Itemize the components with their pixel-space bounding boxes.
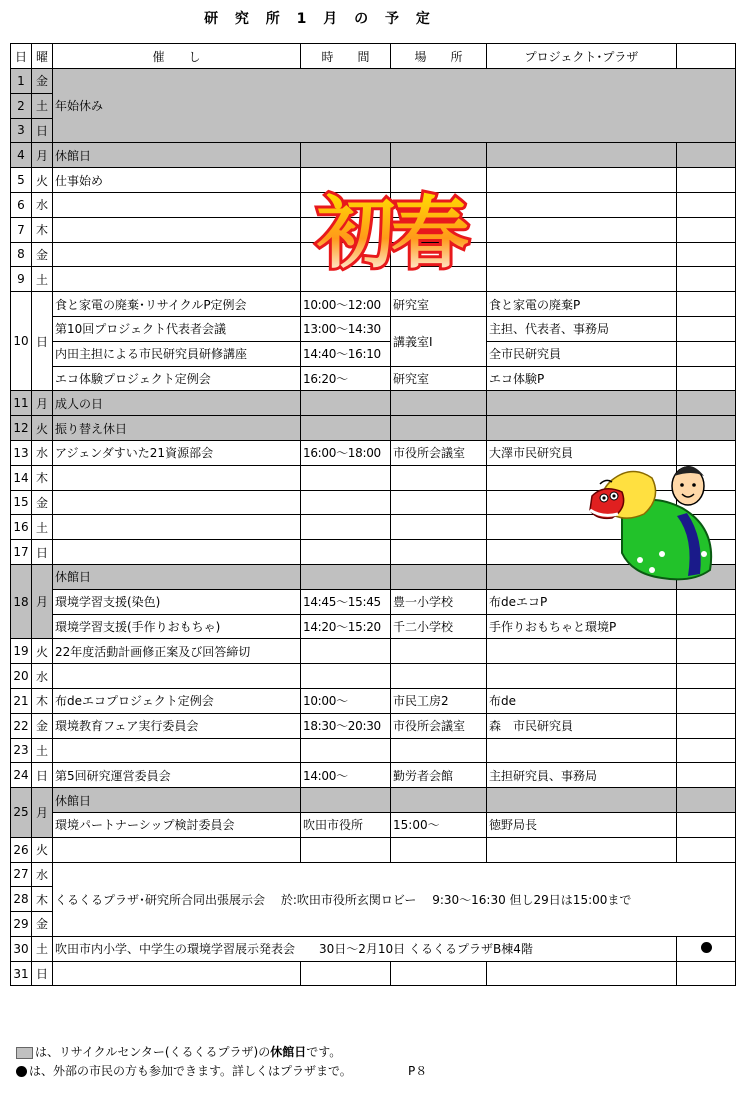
weekday: 金 [32, 69, 53, 94]
weekday: 木 [32, 688, 53, 713]
legend-bold: 休館日 [270, 1045, 307, 1059]
day-number: 5 [11, 168, 32, 193]
project: 徳野局長 [487, 812, 677, 837]
table-row [11, 862, 736, 887]
day-number: 17 [11, 540, 32, 565]
time: 14:40～16:10 [301, 341, 391, 366]
gray-swatch-icon [16, 1047, 33, 1059]
time: 16:00～18:00 [301, 440, 391, 465]
weekday: 日 [32, 540, 53, 565]
table-row [11, 366, 736, 391]
day-number: 9 [11, 267, 32, 292]
black-dot-icon [16, 1066, 27, 1077]
weekday: 月 [32, 564, 53, 638]
weekday: 水 [32, 664, 53, 689]
event-new-year-holiday: 年始休み [53, 69, 736, 143]
header-mark [677, 44, 736, 69]
weekday: 土 [32, 515, 53, 540]
table-row [11, 292, 736, 317]
project: 森 市民研究員 [487, 713, 677, 738]
header-weekday: 曜 [32, 44, 53, 69]
day-number: 19 [11, 639, 32, 664]
table-row [11, 639, 736, 664]
day-number: 4 [11, 143, 32, 168]
weekday: 火 [32, 416, 53, 441]
shoshun-text: 初春 [316, 189, 466, 279]
project: 布deエコP [487, 589, 677, 614]
event: 布deエコプロジェクト定例会 [53, 688, 301, 713]
weekday: 火 [32, 639, 53, 664]
project: 布de [487, 688, 677, 713]
legend-closed-days [16, 1043, 341, 1060]
day-number: 20 [11, 664, 32, 689]
header-time: 時 間 [301, 44, 391, 69]
table-row [11, 763, 736, 788]
day-number: 3 [11, 118, 32, 143]
time: 14:20～15:20 [301, 614, 391, 639]
table-row [11, 589, 736, 614]
day-number: 6 [11, 192, 32, 217]
weekday: 土 [32, 936, 53, 961]
day-number: 21 [11, 688, 32, 713]
day-number: 29 [11, 912, 32, 937]
project: 全市民研究員 [487, 341, 677, 366]
page-number: P８ [408, 1064, 428, 1078]
place: 市役所会議室 [391, 440, 487, 465]
event: 環境教育フェア実行委員会 [53, 713, 301, 738]
weekday: 日 [32, 292, 53, 391]
event: 休館日 [53, 143, 301, 168]
day-number: 31 [11, 961, 32, 986]
project: 主担研究員、事務局 [487, 763, 677, 788]
day-number: 27 [11, 862, 32, 887]
time: 吹田市役所 [301, 812, 391, 837]
event: 環境学習支援(染色) [53, 589, 301, 614]
project: エコ体験P [487, 366, 677, 391]
weekday: 金 [32, 490, 53, 515]
event: 振り替え休日 [53, 416, 301, 441]
table-row [11, 69, 736, 94]
day-number: 13 [11, 440, 32, 465]
header-day: 日 [11, 44, 32, 69]
event: 環境パートナーシップ検討委員会 [53, 812, 301, 837]
time: 14:45～15:45 [301, 589, 391, 614]
table-row [11, 341, 736, 366]
day-number: 26 [11, 837, 32, 862]
event: 休館日 [53, 564, 301, 589]
weekday: 木 [32, 887, 53, 912]
weekday: 月 [32, 391, 53, 416]
weekday: 金 [32, 713, 53, 738]
lion-dance-illustration [582, 458, 722, 586]
place: 研究室 [391, 292, 487, 317]
time: 10:00～ [301, 688, 391, 713]
day-number: 28 [11, 887, 32, 912]
table-row [11, 614, 736, 639]
header-event: 催 し [53, 44, 301, 69]
place: 千二小学校 [391, 614, 487, 639]
day-number: 18 [11, 564, 32, 638]
table-row [11, 936, 736, 961]
weekday: 日 [32, 961, 53, 986]
event: アジェンダすいた21資源部会 [53, 440, 301, 465]
table-row [11, 961, 736, 986]
day-number: 25 [11, 788, 32, 838]
project: 大澤市民研究員 [487, 440, 677, 465]
day-number: 16 [11, 515, 32, 540]
weekday: 木 [32, 217, 53, 242]
day-number: 22 [11, 713, 32, 738]
event: 成人の日 [53, 391, 301, 416]
place: 15:00～ [391, 812, 487, 837]
weekday: 月 [32, 788, 53, 838]
table-row [11, 316, 736, 341]
weekday: 火 [32, 837, 53, 862]
place: 豊一小学校 [391, 589, 487, 614]
project: 主担、代表者、事務局 [487, 316, 677, 341]
table-row [11, 688, 736, 713]
weekday: 土 [32, 738, 53, 763]
project: 手作りおもちゃと環境P [487, 614, 677, 639]
table-row [11, 416, 736, 441]
event: 内田主担による市民研究員研修講座 [53, 341, 301, 366]
event-joint-exhibition: くるくるプラザ･研究所合同出張展示会 於:吹田市役所玄関ロビー 9:30～16:30 但し29日は15:00まで [53, 862, 736, 936]
table-row [11, 738, 736, 763]
table-row [11, 391, 736, 416]
shoshun-banner [296, 182, 486, 282]
event: 休館日 [53, 788, 301, 813]
place: 市民工房2 [391, 688, 487, 713]
place: 勤労者会館 [391, 763, 487, 788]
time: 13:00～14:30 [301, 316, 391, 341]
table-row [11, 837, 736, 862]
event: 仕事始め [53, 168, 301, 193]
event: 第5回研究運営委員会 [53, 763, 301, 788]
day-number: 7 [11, 217, 32, 242]
day-number: 2 [11, 93, 32, 118]
weekday: 火 [32, 168, 53, 193]
table-row [11, 143, 736, 168]
time: 10:00～12:00 [301, 292, 391, 317]
table-row [11, 812, 736, 837]
weekday: 金 [32, 242, 53, 267]
legend-public-events [16, 1062, 352, 1079]
place: 市役所会議室 [391, 713, 487, 738]
day-number: 15 [11, 490, 32, 515]
public-dot-icon [701, 942, 712, 953]
event: 22年度活動計画修正案及び回答締切 [53, 639, 301, 664]
event: エコ体験プロジェクト定例会 [53, 366, 301, 391]
event: 食と家電の廃棄･リサイクルP定例会 [53, 292, 301, 317]
weekday: 水 [32, 440, 53, 465]
day-number: 23 [11, 738, 32, 763]
page-title: 研 究 所 1 月 の 予 定 [204, 11, 436, 27]
day-number: 10 [11, 292, 32, 391]
table-row [11, 788, 736, 813]
header-project: プロジェクト･プラザ [487, 44, 677, 69]
public-mark [677, 936, 736, 961]
weekday: 土 [32, 267, 53, 292]
time: 14:00～ [301, 763, 391, 788]
day-number: 8 [11, 242, 32, 267]
weekday: 日 [32, 118, 53, 143]
event: 第10回プロジェクト代表者会議 [53, 316, 301, 341]
legend-text: は、リサイクルセンター(くるくるプラザ)の [35, 1045, 271, 1059]
legend-text: です。 [306, 1045, 342, 1059]
day-number: 1 [11, 69, 32, 94]
weekday: 金 [32, 912, 53, 937]
header-place: 場 所 [391, 44, 487, 69]
event: 吹田市内小学、中学生の環境学習展示発表会 30日～2月10日 くるくるプラザB棟4階 [53, 936, 677, 961]
place: 講義室Ⅰ [391, 316, 487, 366]
time: 16:20～ [301, 366, 391, 391]
time: 18:30～20:30 [301, 713, 391, 738]
table-row [11, 713, 736, 738]
project: 食と家電の廃棄P [487, 292, 677, 317]
place: 研究室 [391, 366, 487, 391]
legend-text: は、外部の市民の方も参加できます。詳しくはプラザまで。 [29, 1064, 352, 1078]
day-number: 11 [11, 391, 32, 416]
weekday: 水 [32, 192, 53, 217]
weekday: 月 [32, 143, 53, 168]
weekday: 水 [32, 862, 53, 887]
weekday: 土 [32, 93, 53, 118]
day-number: 30 [11, 936, 32, 961]
day-number: 14 [11, 465, 32, 490]
day-number: 24 [11, 763, 32, 788]
day-number: 12 [11, 416, 32, 441]
event: 環境学習支援(手作りおもちゃ) [53, 614, 301, 639]
table-row [11, 664, 736, 689]
weekday: 木 [32, 465, 53, 490]
weekday: 日 [32, 763, 53, 788]
header-row [11, 44, 736, 69]
